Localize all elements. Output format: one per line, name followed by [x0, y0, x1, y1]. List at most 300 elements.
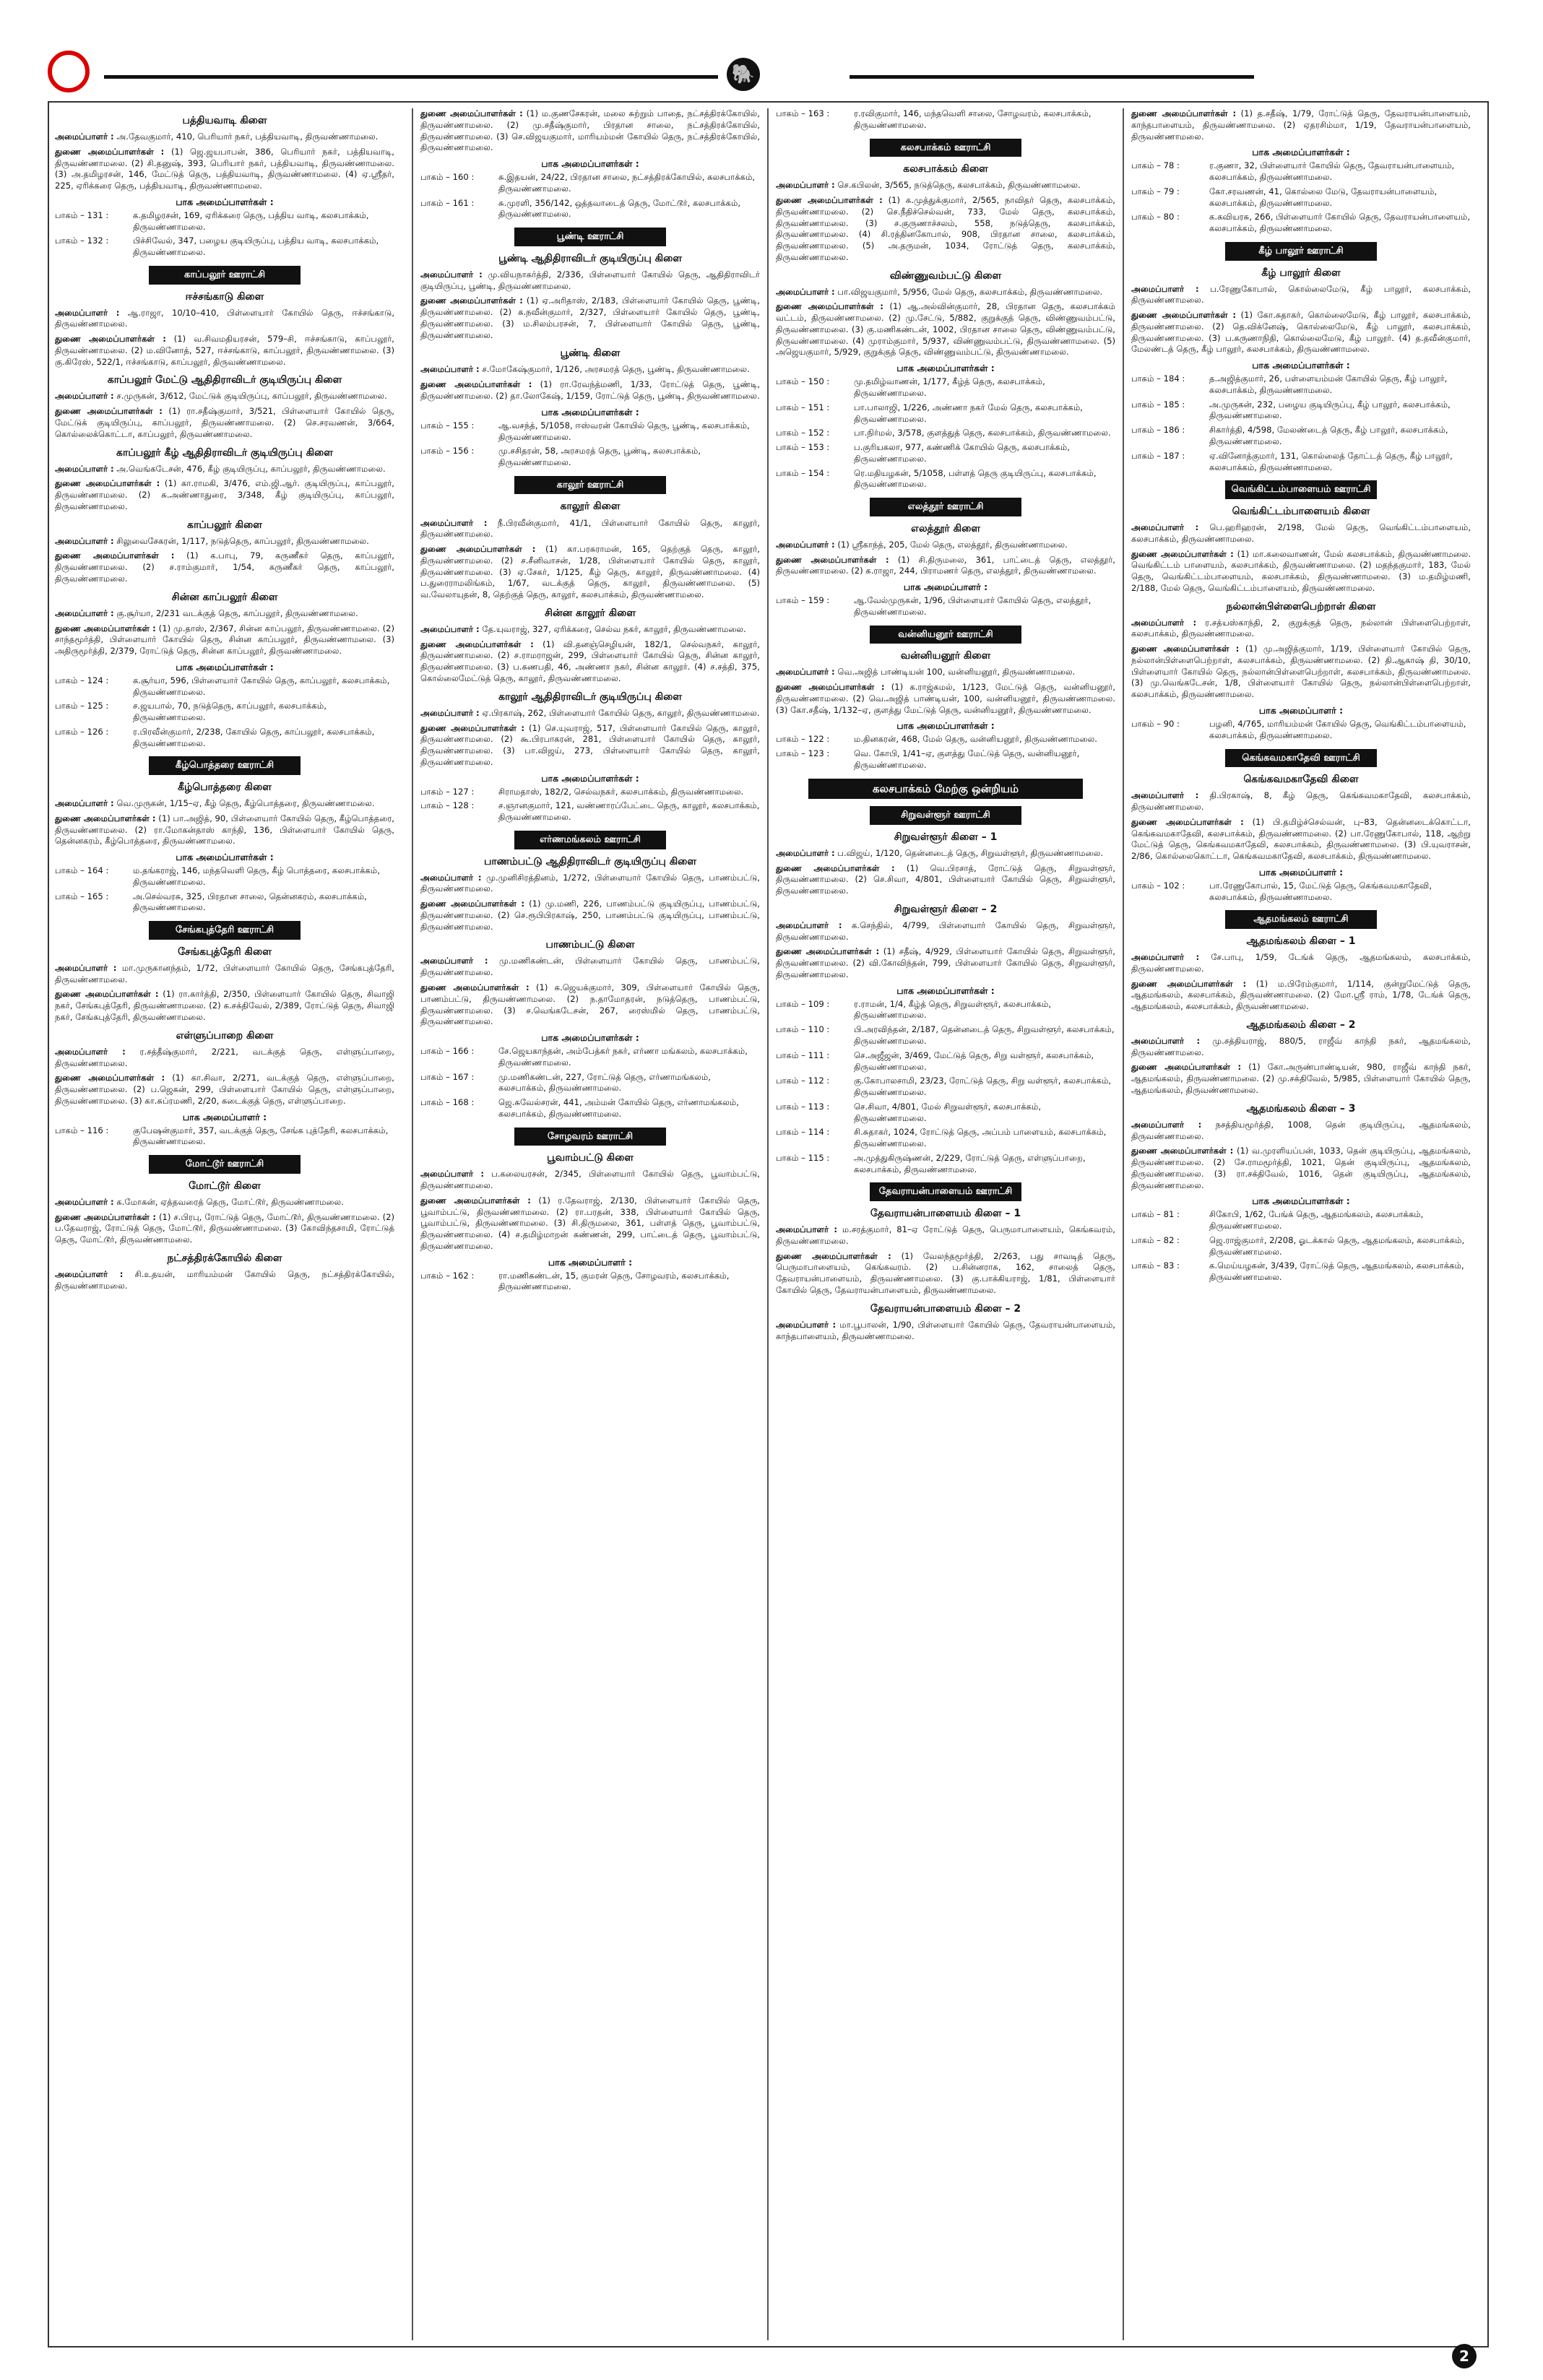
member-details: (1) கோ.சுதாகர், கொல்லைமேடு, கீழ் பாலூர், கலசபாக்கம், திருவண்ணாமலை. (2) தெ.விக்னேஷ், கொல்லைமேடு, கீழ் பாலூர், கலசபாக்கம், திருவண்ணாமலை. (3) ப.கருணாநிதி, கொல்லைமேடு, கீழ் பாலூர். (4) த.தவீன்குமார், மேலண்டத் தெரு, கீழ் பாலூர், கலசபாக்கம், திருவண்ணாமலை. [1131, 310, 1471, 355]
booth-number: பாகம் – 82 : [1131, 1234, 1180, 1245]
member-details: தி.பிரகாஷ், 8, கீழ் தெரு, கெங்கவமகாதேவி, கலசபாக்கம், திருவண்ணாமலை. [1131, 790, 1471, 812]
role-label: துணை அமைப்பாளர்கள் : [776, 862, 895, 873]
member-details: (1) ம.பிரேம்குமார், 1/114, குன்றுமேட்டுத் தெரு, ஆதமங்கலம், கலசபாக்கம், திருவண்ணாமலை. (2) மோ.ஸ்ரீ ராம், 1/78, டேங்க் தெரு, ஆதமங்கலம், கலசபாக்கம், திருவண்ணாமலை. [1131, 978, 1471, 1012]
member-details: (1) பா.அஜித், 90, பிள்ளையார் கோயில் தெரு, கீழ்பொத்தரை, திருவண்ணாமலை. (2) ரா.மோகன்தாஸ் காந்தி, 136, பிள்ளையார் கோயில் தெரு, தென்னகரம், கீழ்பொத்தரை, திருவண்ணாமலை. [55, 813, 394, 847]
section-subheading: பாக அமைப்பாளர்கள் : [541, 1032, 639, 1044]
member-details: மா.முருகானந்தம், 1/72, பிள்ளையார் கோயில் தெரு, சேங்கபுத்தேரி, திருவண்ணாமலை. [55, 962, 394, 985]
member-details: (1) ஆ.அல்வின்குமார், 28, பிரதான தெரு, கலசபாக்கம் வட்டம், திருவண்ணாமலை. (2) மு.சேட்டு, 5/882, குறுக்குத் தெரு, விண்ணுவம்பட்டு, திருவண்ணாமலை. (3) கு.மணிகண்டன், 1002, பிரதான சாலை தெரு, விண்ணுவம்பட்டு, திருவண்ணாமலை. (4) முராம்குமார், 5/937, விண்ணுவம்பட்டு, திருவண்ணாமலை. (5) அஜெயகுமார், 5/929, குறுக்குத் தெரு, விண்ணுவம்பட்டு, திருவண்ணாமலை. [776, 301, 1115, 358]
panchayat-banner: தேவராயன்பாளையம் ஊராட்சி [870, 1182, 1021, 1201]
member-entry [55, 608, 394, 620]
member-details: ஆ.ராஜா, 10/10–410, பிள்ளையார் கோயில் தெரு, ஈச்சங்காடு, திருவண்ணாமலை. [55, 307, 394, 329]
branch-heading: கீழ்பொத்தரை கிளை [178, 782, 272, 794]
branch-heading: மோட்டூர் கிளை [189, 1180, 261, 1192]
member-entry [1131, 979, 1471, 1013]
section-subheading: பாக அமைப்பாளர் : [903, 581, 988, 593]
member-entry [776, 920, 1115, 943]
booth-agent-details: கு.கோபாலசாமி, 23/23, ரோட்டுத் தெரு, சிறு வள்ளூர், கலசபாக்கம், திருவண்ணாமலை. [854, 1076, 1112, 1098]
booth-entry [776, 442, 1115, 465]
role-label: அமைப்பாளர் : [55, 131, 114, 142]
member-details: அ.வெங்கடேசன், 476, கீழ் குடியிருப்பு, காப்பலூர், திருவண்ணாமலை. [113, 463, 386, 474]
section-subheading: பாக அமைப்பாளர் : [1258, 705, 1344, 716]
booth-number: பாகம் – 112 : [776, 1076, 830, 1086]
member-details: (1) ம.குணசேகரன், மலை சுற்றும் பாதை, நட்சத்திரக்கோயில், திருவண்ணாமலை. (2) மு.சதீஷ்குமார், பிரதான சாலை, நட்சத்திரக்கோயில், திருவண்ணாமலை. (3) செ.விஜயகுமார், மாரியம்மன் கோயில் தெரு, நட்சத்திரக்கோயில், திருவண்ணாமலை. [420, 108, 760, 153]
member-details: ர.சத்தீஷ்குமார், 2/221, வடக்குத் தெரு, எள்ளுப்பாறை, திருவண்ணாமலை. [55, 1046, 394, 1068]
role-label: துணை அமைப்பாளர்கள் : [1131, 310, 1237, 321]
role-label: துணை அமைப்பாளர்கள் : [55, 1073, 165, 1083]
member-entry [55, 1269, 394, 1292]
booth-agent-details: சிகோபி, 1/62, பேங்க் தெரு, ஆதமங்கலம், கலசபாக்கம், திருவண்ணாமலை. [1209, 1209, 1424, 1232]
booth-entry [1131, 212, 1471, 235]
booth-number: பாகம் – 165 : [55, 891, 109, 901]
role-label: துணை அமைப்பாளர்கள் : [1131, 978, 1247, 989]
booth-agent-details: ஜெ.ராஜ்குமார், 2/208, ஓடக்கால் தெரு, ஆதமங்கலம், கலசபாக்கம், திருவண்ணாமலை. [1209, 1234, 1465, 1257]
role-label: துணை அமைப்பாளர்கள் : [776, 554, 889, 565]
member-entry [55, 131, 394, 143]
booth-entry [776, 428, 1115, 439]
booth-entry [776, 108, 1115, 131]
booth-agent-details: அ.முத்துகிருஷ்ணன், 2/229, ரோட்டுத் தெரு, எள்ளுப்பாறை, கலசபாக்கம், திருவண்ணாமலை. [854, 1152, 1086, 1174]
role-label: அமைப்பாளர் : [776, 180, 835, 191]
branch-heading: வன்னியனூர் கிளை [900, 650, 991, 662]
booth-entry [776, 1024, 1115, 1047]
role-label: துணை அமைப்பாளர்கள் : [776, 195, 883, 205]
booth-entry [55, 1125, 394, 1148]
booth-agent-details: ச.ஜயபால், 70, நடுத்தெரு, காப்பலூர், கலசபாக்கம், திருவண்ணாமலை. [133, 701, 327, 723]
member-entry [420, 624, 760, 636]
section-subheading: பாக அமைப்பாளர் : [1258, 866, 1344, 878]
booth-entry [420, 1046, 760, 1069]
member-entry [55, 1212, 394, 1246]
booth-agent-details: பா.ரேணுகோபால், 15, மேட்டுத் தெரு, கெங்கவமகாதேவி, கலசபாக்கம், திருவண்ணாமலை. [1209, 880, 1432, 902]
booth-agent-details: க.கவியரசு, 266, பிள்ளையார் கோயில் தெரு, தேவராயன்பாளையம், கலசபாக்கம், திருவண்ணாமலை. [1209, 212, 1471, 234]
branch-heading: நட்சத்திரக்கோயில் கிளை [167, 1252, 282, 1264]
booth-agent-details: க.சூர்யா, 596, பிள்ளையார் கோயில் தெரு, காப்பலூர், கலசபாக்கம், திருவண்ணாமலை. [133, 675, 390, 697]
member-entry [1131, 108, 1471, 142]
role-label: அமைப்பாளர் : [1131, 1119, 1202, 1130]
role-label: துணை அமைப்பாளர்கள் : [776, 946, 880, 957]
member-details: (1) ர.தேவராஜ், 2/130, பிள்ளையார் கோயில் தெரு, பூவாம்பட்டு, திருவண்ணாமலை. (2) ரா.பரதன், 338, பிள்ளையார் கோயில் தெரு, பூவாம்பட்டு, திருவண்ணாமலை. (3) சி.திருமலை, 361, பள்ளத் தெரு, பூவாம்பட்டு, திருவண்ணாமலை. (4) ச.தமிழ்மாறன் கண்ணன், 299, பாட்டைத் தெரு, பூவாம்பட்டு, திருவண்ணாமலை. [420, 1195, 760, 1251]
booth-entry [776, 595, 1115, 618]
panchayat-banner: சிறுவள்ளூர் ஊராட்சி [870, 806, 1021, 825]
branch-heading: பூவாம்பட்டு கிளை [546, 1152, 634, 1164]
role-label: அமைப்பாளர் : [55, 962, 117, 973]
booth-number: பாகம் – 122 : [776, 734, 830, 745]
member-entry [1131, 817, 1471, 862]
member-details: பெ.ஹரிஹரன், 2/198, மேல் தெரு, வெங்கிட்டம்பாளையம், கலசபாக்கம், திருவண்ணாமலை. [1131, 522, 1471, 544]
member-details: க.மோகன், ஏத்தவரைத் தெரு, மோட்டூர், திருவண்ணாமலை. [113, 1196, 344, 1207]
role-label: துணை அமைப்பாளர்கள் : [1131, 1146, 1234, 1156]
role-label: துணை அமைப்பாளர்கள் : [420, 982, 530, 992]
booth-agent-details: செ.சிவா, 4/801, மேல் சிறுவள்ளூர், கலசபாக்கம், திருவண்ணாமலை. [854, 1101, 1042, 1123]
panchayat-banner: ஆதமங்கலம் ஊராட்சி [1225, 910, 1377, 929]
booth-agent-details: மு.தமிழ்வாணன், 1/177, கீழ்த் தெரு, கலசபாக்கம், திருவண்ணாமலை. [854, 376, 1045, 398]
booth-agent-details: சிகார்த்தி, 4/598, மேலண்டைத் தெரு, கீழ் பாலூர், கலசபாக்கம், திருவண்ணாமலை. [1209, 425, 1448, 447]
member-entry [55, 478, 394, 512]
booth-agent-details: பிச்சிவேல், 347, பழைய குடியிருப்பு, பத்திய வாடி, கலசபாக்கம், திருவண்ணாமலை. [133, 235, 379, 258]
booth-agent-details: செ.அஜீஜன், 3/469, மேட்டுத் தெரு, சிறு வள்ளூர், கலசபாக்கம், திருவண்ணாமலை. [854, 1050, 1094, 1072]
role-label: அமைப்பாளர் : [776, 667, 835, 678]
booth-number: பாகம் – 161 : [420, 197, 475, 208]
booth-entry [1131, 451, 1471, 474]
branch-heading: காப்பலூர் கிளை [187, 519, 262, 531]
booth-number: பாகம் – 109 : [776, 998, 830, 1009]
booth-entry [1131, 1260, 1471, 1284]
member-details: மு.வியநாகர்த்தி, 2/336, பிள்ளையார் கோயில் தெரு, ஆதிதிராவிடர் குடியிருப்பு, பூண்டி, திருவண்ணாமலை. [420, 269, 760, 291]
branch-heading: பூண்டி ஆதிதிராவிடர் குடியிருப்பு கிளை [498, 252, 683, 264]
column-divider [767, 108, 769, 2340]
branch-heading: சின்ன காலூர் கிளை [545, 607, 636, 619]
role-label: அமைப்பாளர் : [420, 364, 480, 375]
panchayat-banner: மோட்டூர் ஊராட்சி [149, 1155, 301, 1174]
section-subheading: பாக அமைப்பாளர்கள் : [541, 406, 639, 417]
member-details: (1) கோ.அருண்பாண்டியன், 980, ராஜீவ் காந்தி நகர், ஆதமங்கலம், திருவண்ணாமலை. (2) மு.சக்திவேல், 5/985, பிள்ளையார் கோயில் தெரு, ஆதமங்கலம், திருவண்ணாமலை. [1131, 1062, 1471, 1095]
booth-entry [1131, 719, 1471, 742]
member-details: (1) க.ராஜ்கமல், 1/123, மேட்டுத் தெரு, வன்னியனூர், திருவண்ணாமலை. (2) வெ.அஜித் பாண்டியன், 100, வன்னியனூர், திருவண்ணாமலை. (3) கோ.சதீஷ், 1/132–ஏ, குளத்து மேட்டுத் தெரு, வன்னியனூர், திருவண்ணாமலை. [776, 682, 1115, 715]
role-label: அமைப்பாளர் : [1131, 1035, 1201, 1046]
member-entry [55, 464, 394, 475]
member-details: ச.முருகன், 3/612, மேட்டுக் குடியிருப்பு, காப்பலூர், திருவண்ணாமலை. [113, 391, 387, 402]
branch-heading: வெங்கிட்டம்பாளையம் கிளை [1232, 505, 1370, 517]
section-subheading: பாக அமைப்பாளர்கள் : [541, 772, 639, 784]
masthead-rule [104, 75, 718, 79]
booth-entry [55, 675, 394, 698]
booth-number: பாகம் – 164 : [55, 865, 109, 876]
member-details: (1) மு.தாஸ், 2/367, சின்ன காப்பலூர், திருவண்ணாமலை. (2) சாந்தமூர்த்தி, பிள்ளையார் கோயில் தெரு, சின்ன காப்பலூர், திருவண்ணாமலை. (3) அதிருமூர்த்தி, 2/379, ரோட்டுத் தெரு, சின்ன காப்பலூர், திருவண்ணாமலை. [55, 623, 394, 657]
booth-number: பாகம் – 150 : [776, 376, 830, 387]
role-label: துணை அமைப்பாளர்கள் : [420, 544, 536, 555]
member-entry [776, 195, 1115, 264]
booth-agent-details: ரா.மணிகண்டன், 15, குமரன் தெரு, சோழவரம், கலசபாக்கம், திருவண்ணாமலை. [498, 1270, 730, 1292]
booth-number: பாகம் – 113 : [776, 1101, 830, 1112]
role-label: துணை அமைப்பாளர்கள் : [55, 550, 175, 561]
member-entry [776, 180, 1115, 191]
member-details: பா.விஜயகுமார், 5/956, மேல் தெரு, கலசபாக்கம், திருவண்ணாமலை. [834, 286, 1103, 297]
section-subheading: பாக அமைப்பாளர்கள் : [896, 985, 995, 996]
member-entry [1131, 952, 1471, 975]
member-details: (1) க.பாபு, 79, கருணீகர் தெரு, காப்பலூர், திருவண்ணாமலை. (2) ச.ராம்குமார், 1/54, கருணீகர் தெரு, காப்பலூர், திருவண்ணாமலை. [55, 550, 394, 584]
role-label: அமைப்பாளர் : [55, 535, 114, 546]
branch-heading: காப்பலூர் மேட்டு ஆதிதிராவிடர் குடியிருப்பு கிளை [107, 374, 342, 386]
member-details: (1) செ.யுவராஜ், 517, பிள்ளையார் கோயில் தெரு, காலூர், திருவண்ணாமலை. (2) கூ.பிரபாகரன், 281, பிள்ளையார் கோயில் தெரு, காலூர், திருவண்ணாமலை. (3) பா.விஜய், 273, பிள்ளையார் கோயில் தெரு, காலூர், திருவண்ணாமலை. [420, 722, 760, 767]
booth-number: பாகம் – 123 : [776, 748, 830, 759]
booth-number: பாகம் – 152 : [776, 428, 830, 438]
member-entry [420, 956, 760, 979]
booth-number: பாகம் – 80 : [1131, 212, 1180, 222]
member-details: கு.சூர்யா, 2/231 வடக்குத் தெரு, காப்பலூர், திருவண்ணாமலை. [113, 607, 358, 618]
booth-number: பாகம் – 125 : [55, 701, 109, 711]
member-entry [420, 108, 760, 154]
member-entry [55, 308, 394, 331]
role-label: துணை அமைப்பாளர்கள் : [55, 146, 165, 157]
booth-agent-details: கோ.சரவணன், 41, கொல்லை மேடு, தேவராயன்பாளையம், கலசபாக்கம், திருவண்ணாமலை. [1209, 186, 1438, 208]
booth-entry [776, 1076, 1115, 1099]
member-details: நீ.பிரவீன்குமார், 41/1, பிள்ளையார் கோயில் தெரு, காலூர், திருவண்ணாமலை. [420, 517, 760, 540]
role-label: துணை அமைப்பாளர்கள் : [1131, 816, 1244, 827]
member-entry [1131, 284, 1471, 307]
member-entry [776, 1251, 1115, 1297]
section-subheading: பாக அமைப்பாளர் : [182, 1111, 267, 1122]
booth-number: பாகம் – 127 : [420, 786, 475, 797]
member-entry [1131, 790, 1471, 813]
booth-number: பாகம் – 154 : [776, 467, 830, 478]
role-label: துணை அமைப்பாளர்கள் : [1131, 108, 1237, 118]
branch-heading: ஆதமங்கலம் கிளை – 3 [1246, 1102, 1356, 1115]
role-label: துணை அமைப்பாளர்கள் : [1131, 548, 1234, 559]
booth-entry [776, 468, 1115, 491]
member-details: சே.பாபு, 1/59, டேங்க் தெரு, ஆதமங்கலம், கலசபாக்கம், திருவண்ணாமலை. [1131, 952, 1471, 974]
booth-number: பாகம் – 156 : [420, 446, 475, 456]
member-entry [776, 848, 1115, 860]
member-entry [55, 334, 394, 368]
member-details: (1) ரா.கார்த்தி, 2/350, பிள்ளையார் கோயில் தெரு, சிவாஜி நகர், சேங்கபுத்தேரி, திருவண்ணாமலை. (2) க.சக்திவேல், 2/389, ரோட்டுத் தெரு, சிவாஜி நகர், சேங்கபுத்தேரி, திருவண்ணாமலை. [55, 989, 394, 1023]
masthead-rule [850, 75, 1254, 79]
booth-entry [776, 734, 1115, 745]
role-label: துணை அமைப்பாளர்கள் : [776, 1250, 891, 1261]
booth-agent-details: சே.ஜெயகாந்தன், அம்பேத்கர் நகர், எர்ணா மங்கலம், கலசபாக்கம், திருவண்ணாமலை. [498, 1046, 748, 1068]
booth-agent-details: சு.இதயன், 24/22, பிரதான சாலை, நட்சத்திரக்கோயில், கலசபாக்கம், திருவண்ணாமலை. [498, 172, 756, 194]
member-entry [55, 989, 394, 1023]
branch-heading: கலசபாக்கம் கிளை [903, 163, 988, 176]
booth-entry [420, 172, 760, 195]
member-details: (1) வி.தனஞ்செழியன், 182/1, செல்வநகர், காலூர், திருவண்ணாமலை. (2) ச.ராமராஜன், 299, பிள்ளையார் கோயில் தெரு, சின்ன காலூர், திருவண்ணாமலை. (3) ப.கணபதி, 46, அண்ணா நகர், சின்ன காலூர். (4) ச.சத்தி, 375, கொல்லைமேட்டுத் தெரு, காலூர், திருவண்ணாமலை. [420, 639, 760, 683]
booth-entry [776, 1102, 1115, 1125]
member-details: (1) க.முத்துக்குமார், 2/565, நாவிதர் தெரு, கலசபாக்கம், திருவண்ணாமலை. (2) செ.நீதிச்செல்வன், 733, மேல் தெரு, கலசபாக்கம், திருவண்ணாமலை. (3) ச.குருணாச்சலம், 558, நடுத்தெரு, கலசபாக்கம், திருவண்ணாமலை. (4) சி.ரத்தினகோபால், 908, பிரதான சாலை, கலசபாக்கம், திருவண்ணாமலை. (5) அ.தருமன், 1034, ரோட்டுத் தெரு, கலசபாக்கம், திருவண்ணாமலை. [776, 195, 1115, 262]
panchayat-banner: எர்ணமங்கலம் ஊராட்சி [514, 831, 666, 849]
member-entry [776, 946, 1115, 980]
member-details: ர.சத்யஸ்காந்தி, 2, குறுக்குத் தெரு, நல்லான் பிள்ளைபெற்றாள், கலசபாக்கம், திருவண்ணாமலை. [1131, 617, 1471, 639]
role-label: துணை அமைப்பாளர்கள் : [1131, 1062, 1242, 1073]
member-entry [420, 1169, 760, 1192]
member-entry [55, 147, 394, 192]
booth-agent-details: பா.பாலாஜி, 1/226, அண்ணா நகர் மேல் தெரு, கலசபாக்கம், திருவண்ணாமலை. [854, 402, 1083, 424]
booth-number: பாகம் – 115 : [776, 1152, 830, 1163]
member-details: (1) ரா.ரேவந்த்மணி, 1/33, ரோட்டுத் தெரு, பூண்டி, திருவண்ணாமலை. (2) தா.லோகேஷ், 1/159, ரோட்டுத் தெரு, பூண்டி, திருவண்ணாமலை. [420, 379, 760, 401]
booth-entry [1131, 373, 1471, 397]
branch-heading: சிறுவள்ளூர் கிளை – 1 [894, 831, 998, 843]
panchayat-banner: கலசபாக்கம் மேற்கு ஒன்றியம் [808, 779, 1083, 799]
member-details: (1) சதீஷ், 4/929, பிள்ளையார் கோயில் தெரு, சிறுவள்ளூர், திருவண்ணாமலை. (2) வி.கோவிந்தன், 799, பிள்ளையார் கோயில் தெரு, சிறுவள்ளூர், திருவண்ணாமலை. [776, 946, 1115, 979]
branch-heading: கெங்கவமகாதேவி கிளை [1243, 774, 1359, 786]
member-entry [1131, 522, 1471, 545]
member-entry [1131, 618, 1471, 641]
role-label: அமைப்பாளர் : [420, 956, 488, 966]
booth-entry [1131, 186, 1471, 209]
booth-entry [55, 210, 394, 233]
member-details: (1) ஸ்ரீகாந்த், 205, மேல் தெரு, எலத்தூர், திருவண்ணாமலை. [834, 539, 1068, 550]
member-details: மு.முனிசிரத்தினம், 1/272, பிள்ளையார் கோயில் தெரு, பாணம்பட்டு, திருவண்ணாமலை. [420, 872, 760, 894]
column-4 [1131, 108, 1471, 2340]
member-entry [55, 1073, 394, 1107]
role-label: அமைப்பாளர் : [1131, 283, 1199, 294]
member-entry [776, 555, 1115, 578]
role-label: அமைப்பாளர் : [776, 286, 835, 297]
role-label: துணை அமைப்பாளர்கள் : [420, 1195, 531, 1206]
section-subheading: பாக அமைப்பாளர்கள் : [176, 852, 274, 863]
booth-agent-details: ஆ.வசந்த், 5/1058, ஈஸ்வரன் கோயில் தெரு, பூண்டி, கலசபாக்கம், திருவண்ணாமலை. [498, 420, 750, 442]
booth-agent-details: ர.ரவிகுமார், 146, மந்தவெளி சாலை, சோழவரம், கலசபாக்கம், திருவண்ணாமலை. [854, 108, 1092, 130]
member-details: க.செந்தில், 4/799, பிள்ளையார் கோயில் தெரு, சிறுவள்ளூர், திருவண்ணாமலை. [776, 919, 1115, 942]
member-entry [420, 1195, 760, 1252]
member-details: செ.கபிலன், 3/565, நடுத்தெரு, கலசபாக்கம், திருவண்ணாமலை. [834, 180, 1081, 191]
booth-number: பாகம் – 163 : [776, 108, 830, 118]
booth-entry [420, 1097, 760, 1120]
section-subheading: பாக அமைப்பாளர்கள் : [896, 363, 995, 374]
booth-entry [776, 376, 1115, 399]
member-entry [776, 1224, 1115, 1247]
role-label: அமைப்பாளர் : [55, 1196, 114, 1207]
booth-agent-details: மு.சசிதரன், 58, அரசமரத் தெரு, பூண்டி, கலசபாக்கம், திருவண்ணாமலை. [498, 446, 701, 468]
booth-number: பாகம் – 185 : [1131, 399, 1185, 410]
member-details: (1) ஏ.அரிதாஸ், 2/183, பிள்ளையார் கோயில் தெரு, பூண்டி, திருவண்ணாமலை. (2) க.நவீன்குமார், 2/327, பிள்ளையார் கோயில் தெரு, பூண்டி, திருவண்ணாமலை. (3) ம.சிலம்பரசன், 7, பிள்ளையார் கோயில் தெரு, பூண்டி, திருவண்ணாமலை. [420, 295, 760, 340]
member-entry [55, 813, 394, 847]
booth-entry [420, 420, 760, 443]
booth-number: பாகம் – 102 : [1131, 880, 1185, 891]
role-label: அமைப்பாளர் : [420, 517, 488, 528]
member-entry [55, 623, 394, 657]
booth-entry [420, 446, 760, 469]
booth-number: பாகம் – 124 : [55, 675, 109, 685]
booth-entry [776, 1050, 1115, 1073]
section-subheading: பாக அமைப்பாளர்கள் : [1252, 147, 1350, 158]
member-details: (1) மு.அஜித்குமார், 1/19, பிள்ளையார் கோயில் தெரு, நல்லான்பிள்ளைபெற்றாள், கலசபாக்கம், திருவண்ணாமலை. (2) தி.ஆகாஷ் தி, 30/10, பிள்ளையார் கோயில் தெரு, நல்லான்பிள்ளைபெற்றாள், கலசபாக்கம், திருவண்ணாமலை. (3) மு.வெங்கடேசன், 1/8, பிள்ளையார் கோயில் தெரு, நல்லான்பிள்ளைபெற்றாள், கலசபாக்கம், திருவண்ணாமலை. [1131, 644, 1471, 700]
column-1 [55, 108, 394, 2340]
member-entry [420, 295, 760, 341]
booth-entry [1131, 1209, 1471, 1232]
panchayat-banner: கலசபாக்கம் ஊராட்சி [870, 139, 1021, 157]
booth-number: பாகம் – 151 : [776, 402, 830, 412]
branch-heading: சேங்கபுத்தேரி கிளை [178, 945, 272, 958]
role-label: துணை அமைப்பாளர்கள் : [420, 899, 525, 909]
section-subheading: பாக அமைப்பாளர்கள் : [1252, 1195, 1350, 1207]
member-details: ஏ.பிரகாஷ், 262, பிள்ளையார் கோயில் தெரு, காலூர், திருவண்ணாமலை. [479, 707, 760, 718]
booth-agent-details: ம.தினகரன், 468, மேல் தெரு, வன்னியனூர், திருவண்ணாமலை. [854, 734, 1097, 745]
booth-agent-details: ரெ.மதியழகன், 5/1058, பள்ளத் தெரு குடியிருப்பு, கலசபாக்கம், திருவண்ணாமலை. [854, 467, 1097, 490]
member-entry [776, 287, 1115, 298]
member-details: சி.உதயன், மாரியம்மன் கோயில் தெரு, நட்சத்திரக்கோயில், திருவண்ணாமலை. [55, 1268, 394, 1291]
role-label: துணை அமைப்பாளர்கள் : [776, 301, 883, 312]
panchayat-banner: வன்னியனூர் ஊராட்சி [870, 626, 1021, 644]
booth-entry [420, 800, 760, 823]
member-details: மு.சத்தியராஜ், 880/5, ராஜீவ் காந்தி நகர், ஆதமங்கலம், திருவண்ணாமலை. [1131, 1035, 1471, 1057]
member-entry [420, 899, 760, 932]
member-entry [55, 406, 394, 440]
member-entry [420, 544, 760, 601]
branch-heading: எள்ளுப்பாறை கிளை [176, 1029, 274, 1042]
booth-number: பாகம் – 155 : [420, 420, 475, 430]
role-label: அமைப்பாளர் : [1131, 522, 1199, 533]
booth-number: பாகம் – 132 : [55, 235, 109, 246]
member-entry [776, 667, 1115, 678]
member-details: ப.விஜய், 1/120, தென்னடைத் தெரு, சிறுவள்ளூர், திருவண்ணாமலை. [834, 847, 1104, 858]
member-entry [776, 301, 1115, 358]
member-details: (1) கா.பரசுராமன், 165, தெற்குத் தெரு, காலூர், திருவண்ணாமலை. (2) ச.சீனிவாசன், 1/28, பிள்ளையார் கோயில் தெரு, காலூர், திருவண்ணாமலை. (3) ஏ.சேகர், 1/125, கீழ் தெரு, காலூர், திருவண்ணாமலை. (4) ப.துரைராமலிங்கம், 1/67, வடக்குத் தெரு, காலூர், திருவண்ணாமலை. (5) வ.வேலாயுதன், 8, தெற்குத் தெரு, காலூர், கலசபாக்கம், திருவண்ணாமலை. [420, 544, 760, 600]
member-entry [1131, 310, 1471, 355]
panchayat-banner: சோழவரம் ஊராட்சி [514, 1128, 666, 1146]
role-label: துணை அமைப்பாளர்கள் : [420, 379, 532, 390]
booth-entry [420, 787, 760, 798]
role-label: அமைப்பாளர் : [55, 1046, 126, 1057]
booth-agent-details: ம.தங்கராஜ், 146, மந்தவெளி தெரு, கீழ் பொத்தரை, கலசபாக்கம், திருவண்ணாமலை. [133, 865, 380, 887]
member-entry [1131, 1036, 1471, 1059]
role-label: துணை அமைப்பாளர்கள் : [1131, 644, 1240, 654]
booth-number: பாகம் – 160 : [420, 172, 475, 183]
member-entry [55, 536, 394, 548]
member-entry [776, 540, 1115, 551]
branch-heading: தேவராயன்பாளையம் கிளை – 2 [870, 1302, 1021, 1315]
booth-agent-details: த.அஜித்குமார், 26, பள்ளையம்மன் கோயில் தெரு, கீழ் பாலூர், கலசபாக்கம், திருவண்ணாமலை. [1209, 373, 1448, 395]
branch-heading: கீழ் பாலூர் கிளை [1261, 267, 1341, 279]
member-details: (1) ச.பிரபு, ரோட்டுத் தெரு, மோட்டூர், திருவண்ணாமலை. (2) ப.தேவராஜ், ரோட்டுத் தெரு, மோட்டூர், திருவண்ணாமலை. (3) கோவிந்தசாமி, ரோட்டுத் தெரு, மோட்டூர், திருவண்ணாமலை. [55, 1211, 394, 1245]
booth-number: பாகம் – 186 : [1131, 425, 1185, 436]
role-label: அமைப்பாளர் : [776, 919, 842, 930]
role-label: அமைப்பாளர் : [420, 1169, 485, 1180]
masthead [48, 51, 1254, 94]
section-subheading: பாக அமைப்பாளர்கள் : [176, 661, 274, 672]
booth-number: பாகம் – 81 : [1131, 1209, 1180, 1220]
member-details: வெ.முருகன், 1/15–ஏ, கீழ் தெரு, கீழ்பொத்தரை, திருவண்ணாமலை. [113, 798, 375, 809]
member-details: (1) வேலந்தமூர்த்தி, 2/263, பது சாவடித் தெரு, பெருமாபாளையம், கெங்கவரம். (2) ப.சின்னராசு, 162, சாலைத் தெரு, தேவராயன்பாளையம், திருவண்ணாமலை. (3) கு.பாக்கியராஜ், 1/81, பிள்ளையார் கோயில் தெரு, தேவராயன்பாளையம், திருவண்ணாமலை. [776, 1250, 1115, 1295]
role-label: துணை அமைப்பாளர்கள் : [55, 623, 156, 633]
role-label: அமைப்பாளர் : [420, 707, 480, 718]
role-label: அமைப்பாளர் : [420, 623, 480, 634]
member-details: (1) கா.சிவா, 2/271, வடக்குத் தெரு, எள்ளுப்பாறை, திருவண்ணாமலை. (2) ப.ஜெகன், 299, பிள்ளையார் கோயில் தெரு, எள்ளுப்பாறை, திருவண்ணாமலை. (3) கா.சுப்ரமணி, 2/20, கடைக்குத் தெரு, எள்ளுப்பாறை. [55, 1073, 394, 1106]
booth-agent-details: ஆ.வேல்முருகன், 1/96, பிள்ளையார் கோயில் தெரு, எலத்தூர், திருவண்ணாமலை. [854, 595, 1092, 617]
booth-entry [55, 727, 394, 750]
panchayat-banner: கீழ்பொத்தரை ஊராட்சி [149, 756, 301, 775]
page-number: 2 [1452, 2344, 1477, 2368]
booth-number: பாகம் – 162 : [420, 1270, 475, 1281]
member-details: ப.கலையரசன், 2/345, பிள்ளையார் கோயில் தெரு, பூவாம்பட்டு, திருவண்ணாமலை. [420, 1169, 760, 1191]
role-label: அமைப்பாளர் : [776, 1319, 837, 1330]
member-entry [1131, 1120, 1471, 1143]
booth-agent-details: ர.ராமன், 1/4, கீழ்த் தெரு, சிறுவள்ளூர், கலசபாக்கம், திருவண்ணாமலை. [854, 998, 1052, 1021]
role-label: துணை அமைப்பாளர்கள் : [55, 334, 166, 345]
panchayat-banner: கெங்கவமகாதேவி ஊராட்சி [1225, 749, 1377, 768]
role-label: அமைப்பாளர் : [1131, 790, 1199, 801]
section-subheading: பாக அமைப்பாளர்கள் : [541, 158, 639, 170]
booth-entry [420, 1072, 760, 1095]
member-details: சிலுவைசேகரன், 1/117, நடுத்தெரு, காப்பலூர், திருவண்ணாமலை. [113, 535, 369, 546]
booth-agent-details: குபேஷன்குமார், 357, வடக்குத் தெரு, சேங்க புத்தேரி, கலசபாக்கம், திருவண்ணாமலை. [133, 1125, 389, 1147]
booth-entry [55, 235, 394, 259]
branch-heading: பத்தியவாடி கிளை [182, 115, 267, 126]
booth-number: பாகம் – 167 : [420, 1071, 475, 1082]
booth-entry [1131, 160, 1471, 183]
member-entry [776, 863, 1115, 897]
role-label: அமைப்பாளர் : [55, 607, 114, 618]
booth-number: பாகம் – 128 : [420, 800, 475, 811]
booth-agent-details: ப.குரியகலா, 977, கண்ணிக் கோயில் தெரு, கலசபாக்கம், திருவண்ணாமலை. [854, 442, 1070, 464]
role-label: துணை அமைப்பாளர்கள் : [55, 989, 159, 1000]
section-subheading: பாக அமைப்பாளர்கள் : [176, 196, 274, 207]
member-entry [55, 798, 394, 810]
member-entry [55, 1047, 394, 1070]
booth-number: பாகம் – 131 : [55, 209, 109, 220]
booth-entry [420, 1271, 760, 1294]
member-entry [776, 1320, 1115, 1343]
member-details: நசத்தியமூர்த்தி, 1008, தென் குடியிருப்பு, ஆதமங்கலம், திருவண்ணாமலை. [1131, 1119, 1471, 1141]
member-details: (1) த.சதீஷ், 1/79, ரோட்டுத் தெரு, தேவராயன்பாளையம், காந்தபாளையம், திருவண்ணாமலை. (2) ஏதரசிம்மா, 1/19, தேவராயன்பாளையம், திருவண்ணாமலை. [1131, 108, 1471, 142]
booth-agent-details: ர.பிரவீன்குமார், 2/238, கோயில் தெரு, காப்பலூர், கலசபாக்கம், திருவண்ணாமலை. [133, 726, 375, 748]
member-entry [420, 982, 760, 1028]
role-label: துணை அமைப்பாளர்கள் : [420, 639, 534, 649]
branch-heading: காப்பலூர் கீழ் ஆதிதிராவிடர் குடியிருப்பு கிளை [116, 446, 333, 459]
member-entry [420, 364, 760, 376]
booth-entry [776, 748, 1115, 771]
booth-agent-details: ச.ஞானகுமார், 121, வண்ணாரப்பேட்டை தெரு, காலூர், கலசபாக்கம், திருவண்ணாமலை. [498, 800, 760, 823]
booth-number: பாகம் – 187 : [1131, 450, 1185, 461]
role-label: அமைப்பாளர் : [776, 1224, 837, 1235]
